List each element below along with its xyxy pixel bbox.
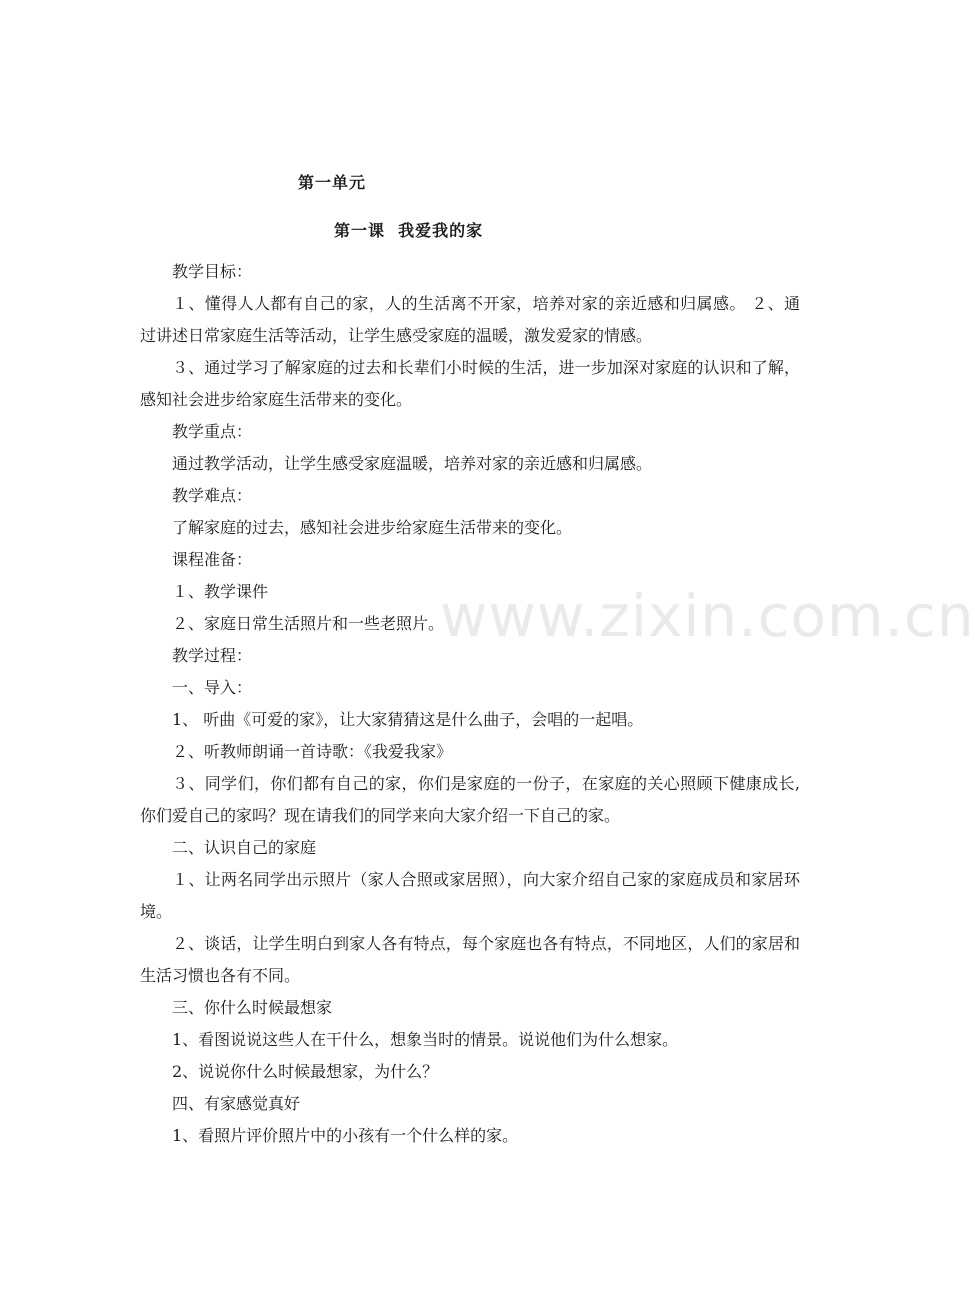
list-item-intro-2: ２、听教师朗诵一首诗歌：《我爱我家》 <box>172 742 453 761</box>
subsection-intro: 一、导入： <box>172 678 253 697</box>
subsection-miss-home: 三、你什么时候最想家 <box>172 998 333 1017</box>
section-label-preparation: 课程准备： <box>172 550 253 569</box>
list-item-miss-home-2: 2、说说你什么时候最想家，为什么？ <box>172 1062 439 1081</box>
watermark: www.zixin.com.cn <box>440 582 975 650</box>
section-label-key-points: 教学重点： <box>172 422 253 441</box>
section-label-process: 教学过程： <box>172 646 253 665</box>
lesson-title: 第一课 我爱我的家 <box>334 221 484 240</box>
list-item-miss-home-1: 1、看图说说这些人在干什么，想象当时的情景。说说他们为什么想家。 <box>172 1030 679 1049</box>
paragraph-key-points: 通过教学活动，让学生感受家庭温暖，培养对家的亲近感和归属感。 <box>172 454 653 473</box>
unit-title: 第一单元 <box>298 173 367 192</box>
section-label-difficulties: 教学难点： <box>172 486 253 505</box>
paragraph-objective-3: ３、通过学习了解家庭的过去和长辈们小时候的生活，进一步加深对家庭的认识和了解，感知社会进步给家庭生活带来的变化。 <box>140 358 800 409</box>
list-item-prep-1: １、教学课件 <box>172 582 269 601</box>
document-body <box>140 256 800 1152</box>
paragraph-objective-1-2: １、懂得人人都有自己的家，人的生活离不开家，培养对家的亲近感和归属感。 ２、通过讲述日常家庭生活等活动，让学生感受家庭的温暖，激发爱家的情感。 <box>140 294 800 345</box>
paragraph-difficulties: 了解家庭的过去，感知社会进步给家庭生活带来的变化。 <box>172 518 573 537</box>
list-item-good-home-1: 1、看照片评价照片中的小孩有一个什么样的家。 <box>172 1126 519 1145</box>
section-label-objectives: 教学目标： <box>172 262 253 281</box>
subsection-good-home: 四、有家感觉真好 <box>172 1094 301 1113</box>
list-item-intro-1: 1、 听曲《可爱的家》，让大家猜猜这是什么曲子，会唱的一起唱。 <box>172 710 644 729</box>
list-item-family-2: ２、谈话，让学生明白到家人各有特点，每个家庭也各有特点，不同地区，人们的家居和生活习惯也各有不同。 <box>140 934 800 985</box>
subsection-know-family: 二、认识自己的家庭 <box>172 838 317 857</box>
list-item-prep-2: ２、家庭日常生活照片和一些老照片。 <box>172 614 445 633</box>
list-item-family-1: １、让两名同学出示照片（家人合照或家居照），向大家介绍自己家的家庭成员和家居环境。 <box>140 870 800 921</box>
list-item-intro-3: ３、同学们，你们都有自己的家，你们是家庭的一份子，在家庭的关心照顾下健康成长,你们爱自己的家吗？现在请我们的同学来向大家介绍一下自己的家。 <box>140 774 800 825</box>
